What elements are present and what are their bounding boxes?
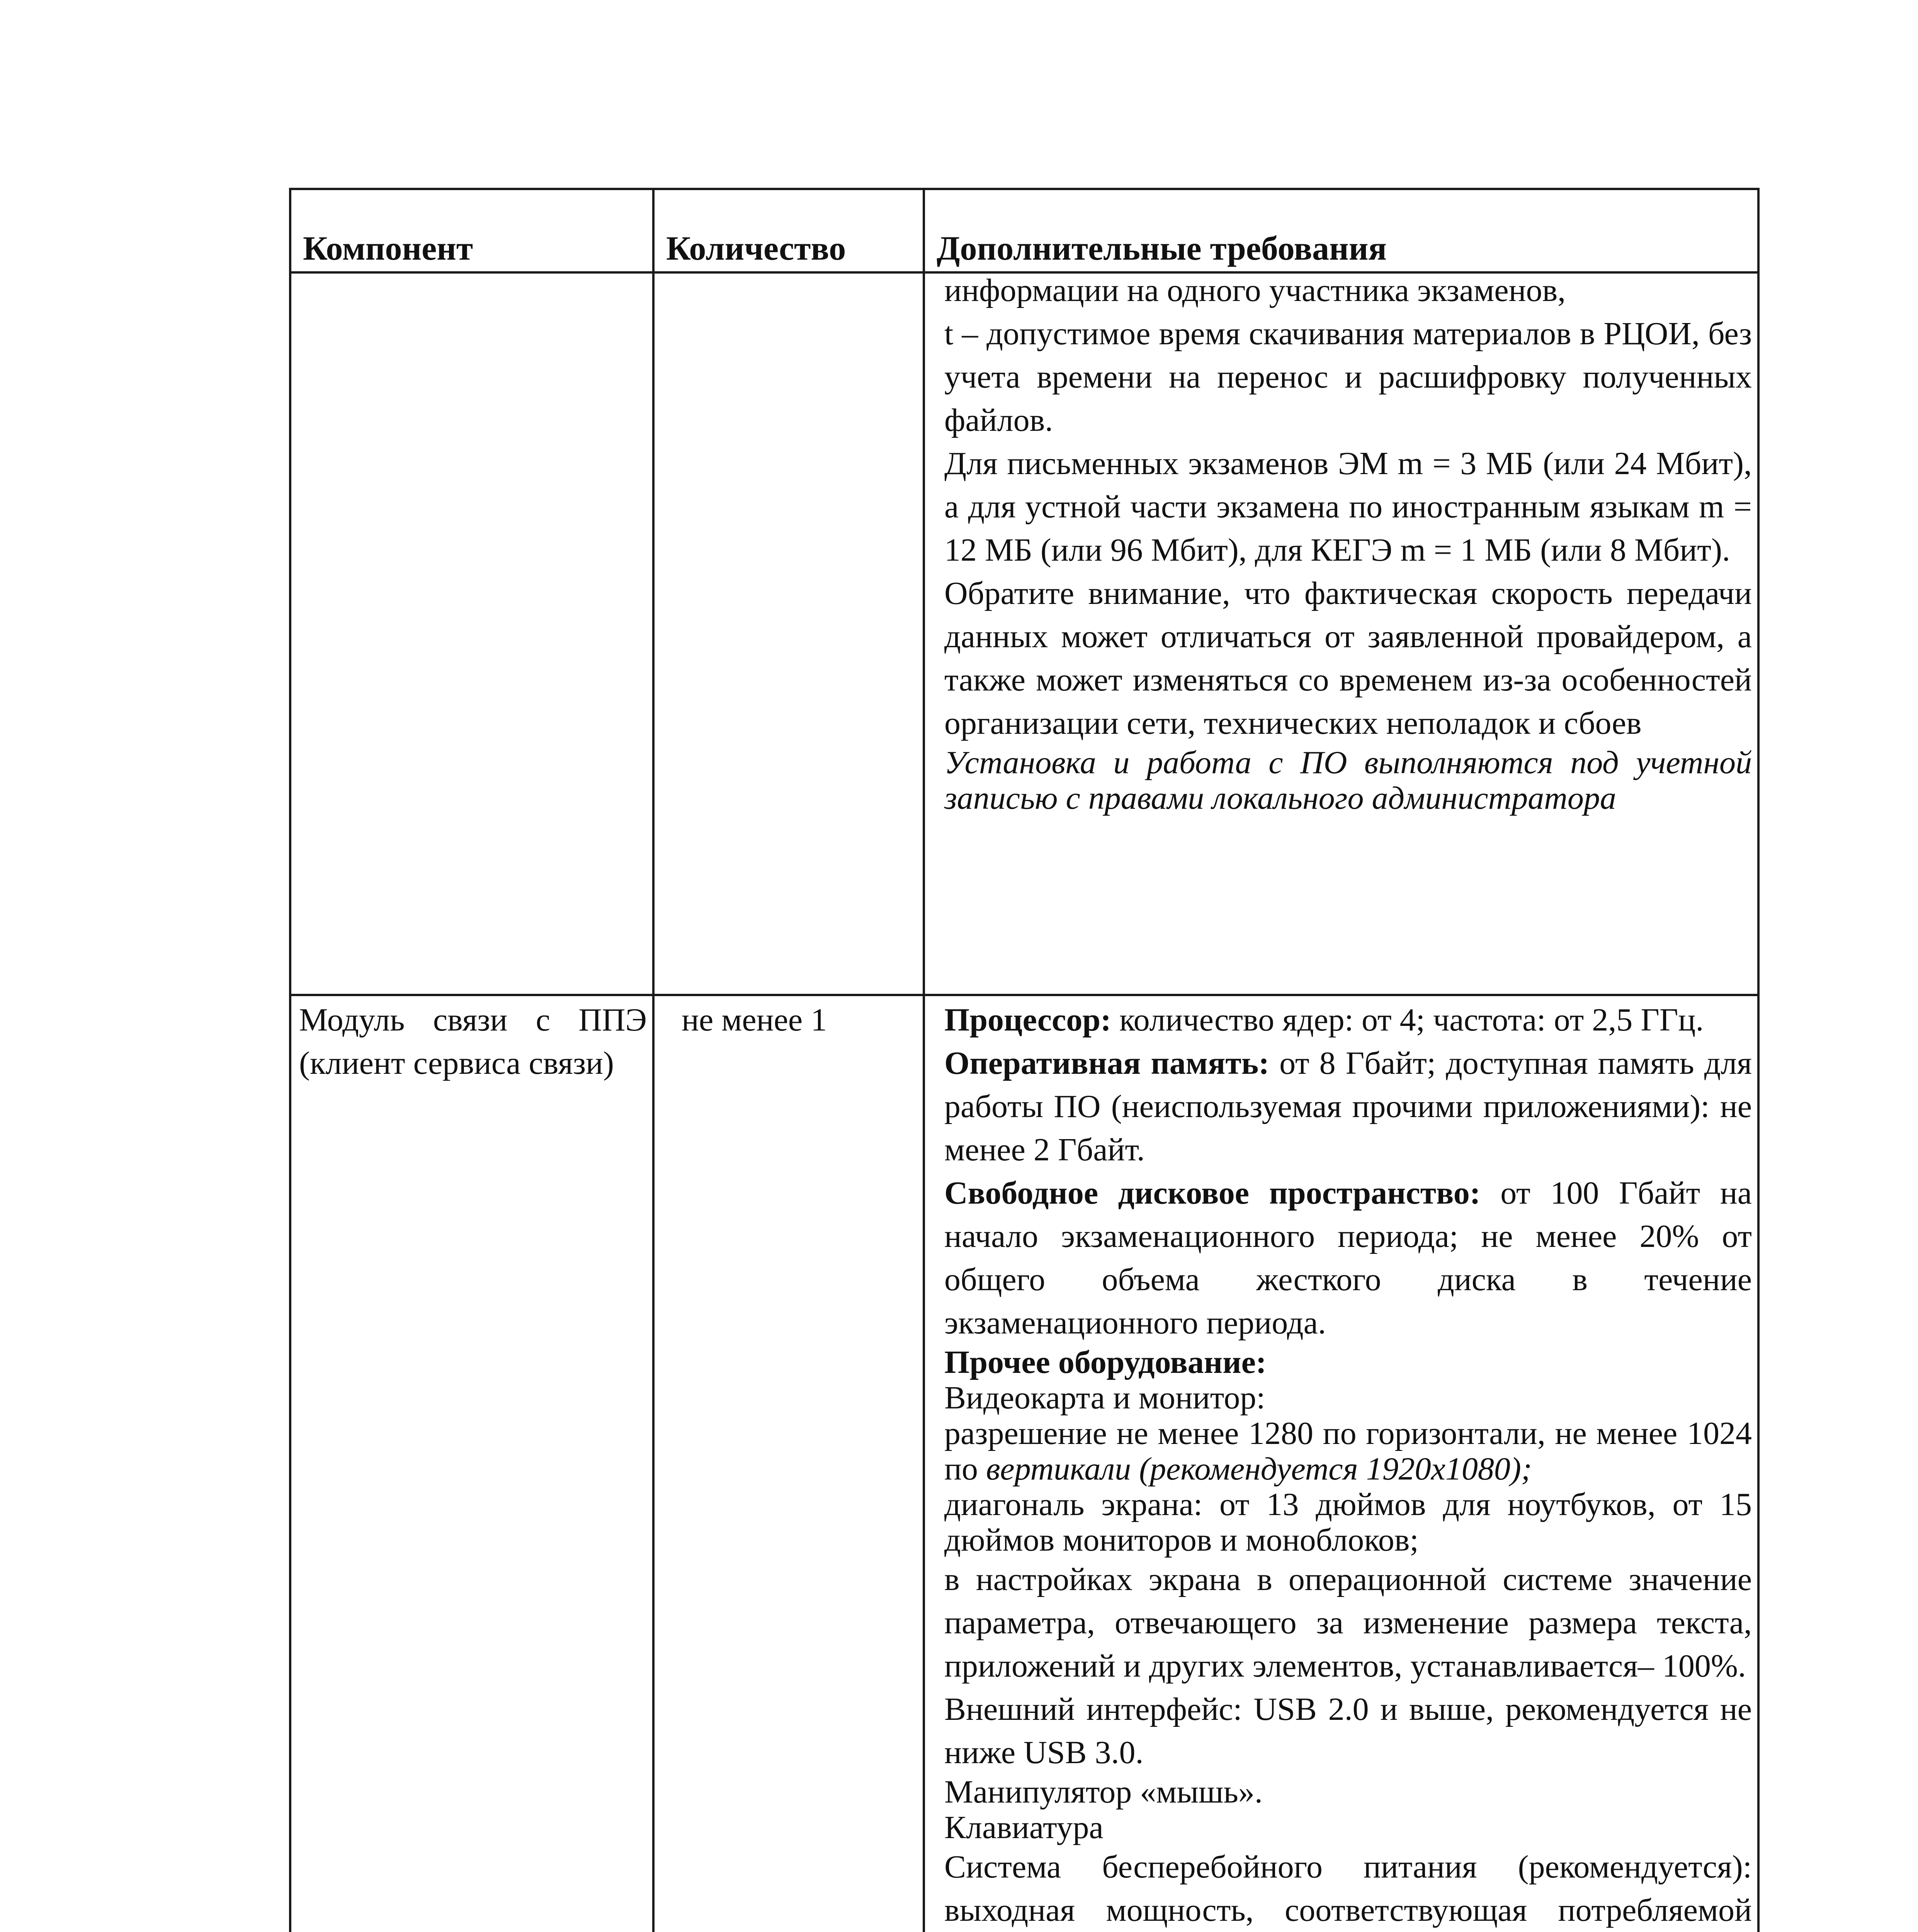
video-line: Видеокарта и монитор: (944, 1380, 1265, 1416)
header-component: Компонент (290, 189, 653, 272)
resolution-recommended: вертикали (рекомендуется 1920x1080); (986, 1451, 1532, 1487)
cpu-requirement (944, 998, 1752, 1042)
table-row (290, 272, 1758, 995)
row1-component (290, 272, 653, 995)
resolution-requirement (944, 1416, 1752, 1487)
row1-line-3: Для письменных экзаменов ЭМ m = 3 МБ (или 24 Мбит), а для устной части экзамена по иностранным языкам m = 12 МБ (или 96 Мбит), для КЕГЭ m = 1 МБ (или 8 Мбит). (944, 446, 1752, 568)
diagonal-requirement: диагональ экрана: от 13 дюймов для ноутбуков, от 15 дюймов мониторов и моноблоков; (944, 1486, 1752, 1558)
row1-requirements (924, 272, 1758, 995)
other-hardware-label: Прочее оборудование: (944, 1344, 1267, 1380)
disk-label: Свободное дисковое пространство: (944, 1175, 1481, 1211)
row2-requirements (924, 995, 1758, 1932)
table-header-row (290, 189, 1758, 272)
ram-text: от 8 Гбайт; доступная память для работы ПО (неиспользуемая прочими приложениями): не менее 2 Гбайт. (944, 1045, 1752, 1168)
row2-quantity: не менее 1 (653, 995, 924, 1932)
usb-requirement: Внешний интерфейс: USB 2.0 и выше, рекомендуется не ниже USB 3.0. (944, 1691, 1752, 1770)
header-requirements: Дополнительные требования (924, 189, 1758, 272)
ram-label: Оперативная память: (944, 1045, 1270, 1081)
disk-requirement (944, 1172, 1752, 1345)
requirements-table (289, 188, 1760, 1932)
scaling-requirement: в настройках экрана в операционной системе значение параметра, отвечающего за изменение размера текста, приложений и других элементов, устанавливается– 100%. (944, 1561, 1752, 1684)
row1-line-4: Обратите внимание, что фактическая скорость передачи данных может отличаться от заявленной провайдером, а также может изменяться со временем из-за особенностей организации сети, технических неполадок и сбоев (944, 575, 1752, 741)
row1-line-1: информации на одного участника экзаменов, (944, 272, 1566, 308)
disk-text: от 100 Гбайт на начало экзаменационного периода; не менее 20% от общего объема жесткого диска в течение экзаменационного периода. (944, 1175, 1752, 1341)
row1-line-2: t – допустимое время скачивания материалов в РЦОИ, без учета времени на перенос и расшифровку полученных файлов. (944, 316, 1752, 438)
header-quantity: Количество (653, 189, 924, 272)
row1-admin-note: Установка и работа с ПО выполняются под учетной записью с правами локального администратора (944, 745, 1752, 816)
resolution-text: разрешение не менее 1280 по горизонтали, не менее 1024 по (944, 1415, 1752, 1487)
row1-quantity (653, 272, 924, 995)
cpu-label: Процессор: (944, 1002, 1112, 1038)
table-row (290, 995, 1758, 1932)
mouse-requirement: Манипулятор «мышь». (944, 1774, 1263, 1810)
row2-component: Модуль связи с ППЭ (клиент сервиса связи) (290, 995, 653, 1932)
keyboard-requirement: Клавиатура (944, 1810, 1104, 1845)
cpu-text: количество ядер: от 4; частота: от 2,5 ГГц. (1111, 1002, 1704, 1038)
ram-requirement (944, 1042, 1752, 1172)
ups-requirement: Система бесперебойного питания (рекомендуется): выходная мощность, соответствующая потребляемой (944, 1849, 1752, 1928)
